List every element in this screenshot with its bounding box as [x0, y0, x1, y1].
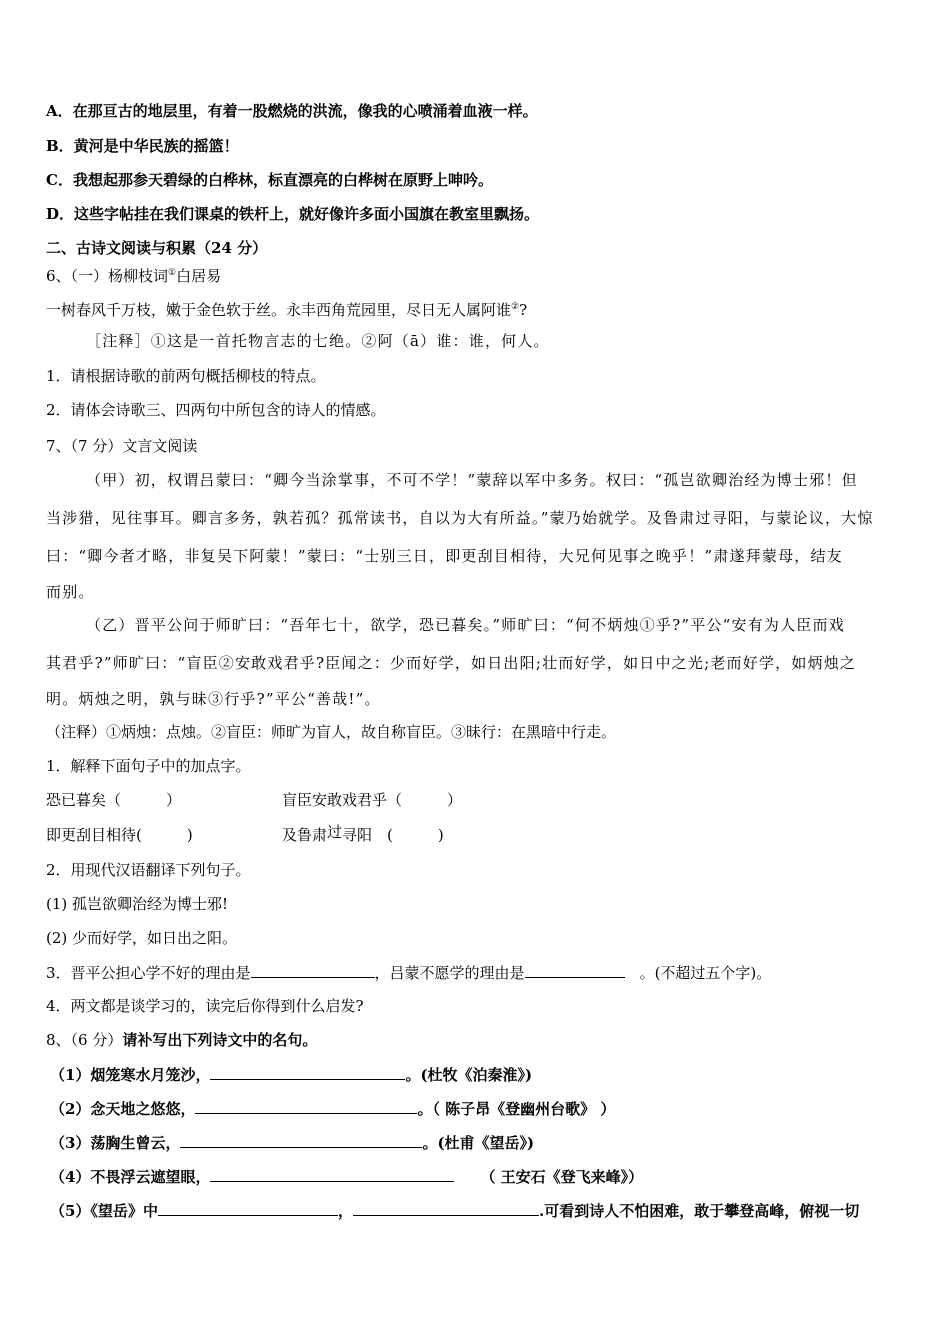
- q8-line-1-text: （1）烟笼寒水月笼沙，: [50, 1066, 211, 1084]
- q8-line-2-source: 。（ 陈子昂《登幽州台歌》 ）: [417, 1100, 616, 1118]
- q8-line-1-source: 。(杜牧《泊秦淮》): [405, 1066, 533, 1084]
- answer-blank[interactable]: [251, 962, 375, 978]
- q8-title: [46, 1030, 317, 1050]
- answer-blank[interactable]: [195, 1098, 417, 1114]
- q7-word-1: 恐已暮矣（ ）: [46, 791, 182, 809]
- option-b: B．黄河是中华民族的摇篮！: [46, 137, 239, 155]
- q7-item-3-text: 3．晋平公担心学不好的理由是: [46, 964, 251, 982]
- q7-item-3-end: 。(不超过五个字)。: [624, 964, 772, 982]
- q8-line-3-text: （3）荡胸生曾云，: [50, 1134, 181, 1152]
- q7-word-2: 盲臣安敢戏君乎（ ）: [282, 791, 463, 809]
- answer-blank[interactable]: [210, 1166, 454, 1182]
- q8-line-4-source: （ 王安石《登飞来峰》）: [480, 1168, 644, 1186]
- q6-item-1: 1．请根据诗歌的前两句概括柳枝的特点。: [46, 367, 326, 385]
- q8-line-5-comma: ，: [337, 1202, 353, 1220]
- q6-title: [46, 263, 221, 286]
- q7-item-1: 1．解释下面句子中的加点字。: [46, 757, 251, 775]
- q7-item-3: [46, 962, 771, 983]
- answer-blank[interactable]: [180, 1132, 422, 1148]
- q8-line-2-text: （2）念天地之悠悠，: [50, 1100, 196, 1118]
- q7-yi-line: 明。炳烛之明，孰与昧③行乎?”平公“善哉!”。: [46, 690, 381, 708]
- q7-item-3-mid: ，吕蒙不愿学的理由是: [374, 964, 525, 982]
- q6-title-author: 白居易: [176, 267, 222, 285]
- answer-blank[interactable]: [525, 962, 625, 978]
- q8-line-3-source: 。(杜甫《望岳》): [422, 1134, 535, 1152]
- q7-yi-line: 其君乎?”师旷曰：“盲臣②安敢戏君乎?臣闻之：少而好学，如日出阳;壮而好学，如日中之光;老而好学，如炳烛之: [46, 654, 857, 672]
- q6-note: ［注释］①这是一首托物言志的七绝。②阿（ā）谁：谁，何人。: [86, 332, 550, 350]
- q8-line-4-text: （4）不畏浮云遮望眼，: [50, 1168, 211, 1186]
- q7-word-4-pre: 及鲁肃: [282, 826, 328, 844]
- q7-word-4: [282, 825, 444, 845]
- q6-poem-text: 一树春风千万枝，嫩于金色软于丝。永丰西角荒园里，尽日无人属阿谁: [46, 301, 512, 319]
- q6-poem: [46, 297, 527, 320]
- q8-title-text: 请补写出下列诗文中的名句。: [122, 1031, 318, 1049]
- q8-title-num: 8、（6 分）: [46, 1031, 123, 1049]
- q7-word-4-post: 寻阳 ( ): [342, 826, 444, 844]
- q7-item-2: 2．用现代汉语翻译下列句子。: [46, 861, 251, 879]
- option-c: C．我想起那参天碧绿的白桦林，标直漂亮的白桦树在原野上呻吟。: [46, 171, 493, 189]
- answer-blank[interactable]: [353, 1200, 539, 1216]
- q8-line-2: [50, 1098, 615, 1119]
- option-d: D．这些字帖挂在我们课桌的铁杆上，就好像许多面小国旗在教室里飘扬。: [46, 205, 540, 223]
- q7-word-3: 即更刮目相待( ): [46, 826, 193, 844]
- q8-line-1: [50, 1064, 532, 1085]
- q6-poem-sup: ②: [511, 302, 520, 312]
- q6-title-sup: ①: [168, 268, 177, 278]
- q7-item-4: 4．两文都是谈学习的，读完后你得到什么启发?: [46, 997, 364, 1015]
- q7-translate-1: (1) 孤岂欲卿治经为博士邪!: [46, 895, 229, 913]
- q7-jia-line: （甲）初，权谓吕蒙曰：“卿今当涂掌事，不可不学！”蒙辞以军中多务。权曰：“孤岂欲卿治经为博士邪！但: [86, 471, 858, 489]
- q6-poem-end: ?: [519, 301, 528, 319]
- q7-yi-line: （乙）晋平公问于师旷曰：“吾年七十，欲学，恐已暮矣。”师旷曰：“何不炳烛①乎?”平公“安有为人臣而戏: [86, 616, 845, 634]
- q7-title: 7、（7 分）文言文阅读: [46, 437, 198, 455]
- q7-translate-2: (2) 少而好学，如日出之阳。: [46, 929, 238, 947]
- q6-title-text: 6、（一）杨柳枝词: [46, 267, 169, 285]
- q8-line-5: [50, 1200, 859, 1221]
- q7-word-4-key: 过: [327, 823, 343, 841]
- q8-line-3: [50, 1132, 534, 1153]
- answer-blank[interactable]: [210, 1064, 405, 1080]
- section-heading: 二、古诗文阅读与积累（24 分）: [46, 239, 268, 257]
- q7-jia-line: 而别。: [46, 583, 95, 601]
- q8-line-4: [50, 1166, 643, 1187]
- q6-item-2: 2．请体会诗歌三、四两句中所包含的诗人的情感。: [46, 401, 386, 419]
- q8-line-5-end: .可看到诗人不怕困难，敢于攀登高峰，俯视一切: [538, 1202, 860, 1220]
- option-a: A．在那亘古的地层里，有着一股燃烧的洪流，像我的心喷涌着血液一样。: [46, 102, 538, 120]
- q7-jia-line: 曰：“卿今者才略，非复吴下阿蒙！”蒙曰：“士别三日，即更刮目相待，大兄何见事之晚乎！”肃遂拜蒙母，结友: [46, 547, 843, 565]
- q8-line-5-text: （5）《望岳》中: [50, 1202, 158, 1220]
- q7-note: （注释）①炳烛：点烛。②盲臣：师旷为盲人，故自称盲臣。③昧行：在黑暗中行走。: [46, 723, 617, 741]
- q7-jia-line: 当涉猎，见往事耳。卿言多务，孰若孤？孤常读书，自以为大有所益。”蒙乃始就学。及鲁肃过寻阳，与蒙论议，大惊: [46, 509, 874, 527]
- answer-blank[interactable]: [158, 1200, 338, 1216]
